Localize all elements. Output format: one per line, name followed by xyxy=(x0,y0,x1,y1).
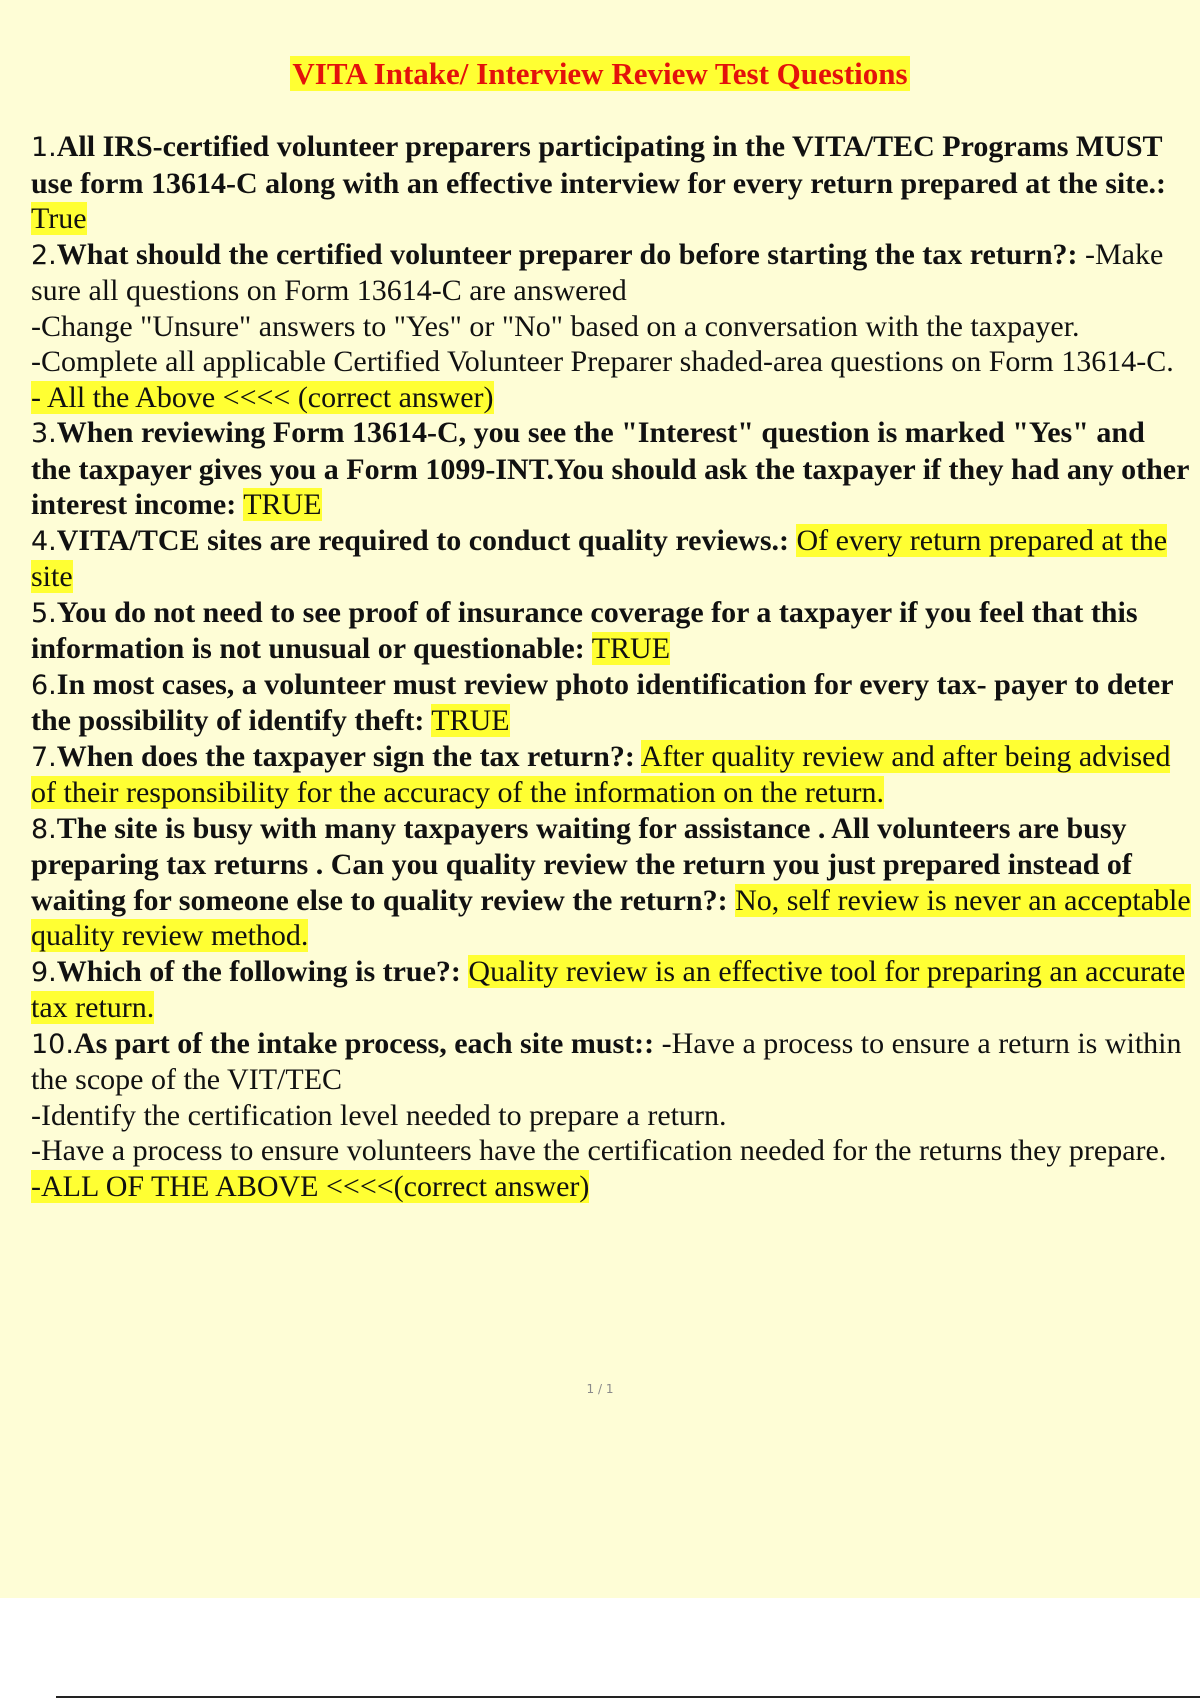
question-1 xyxy=(31,129,1191,237)
question-text: In most cases, a volunteer must review photo identification for every tax- payer to deter the possibility of identify theft: xyxy=(31,667,1173,737)
question-text: When does the taxpayer sign the tax return?: xyxy=(56,739,635,773)
answer-line: -Identify the certification level needed to prepare a return. xyxy=(31,1098,727,1132)
question-number: 6. xyxy=(31,669,57,701)
question-number: 1. xyxy=(31,132,57,163)
question-text: Which of the following is true?: xyxy=(56,954,461,988)
question-3 xyxy=(31,415,1191,523)
page-number: 1 / 1 xyxy=(586,1382,614,1396)
question-text: When reviewing Form 13614-C, you see the "Interest" question is marked "Yes" and the taxpayer gives you a Form 1099-INT.You should ask the taxpayer if they had any other interest income: xyxy=(31,416,1189,521)
question-2 xyxy=(31,237,1191,416)
question-number: 3. xyxy=(31,418,57,449)
question-9 xyxy=(31,954,1191,1026)
answer-text: - All the Above <<<< (correct answer) xyxy=(31,380,494,414)
answer-text: Quality review is an effective tool for preparing an accurate tax return. xyxy=(31,954,1186,1024)
answer-text: TRUE xyxy=(591,632,671,665)
answer-text: True xyxy=(31,202,87,235)
document-title xyxy=(0,54,1200,94)
question-6 xyxy=(31,667,1191,739)
question-text: You do not need to see proof of insurance coverage for a taxpayer if you feel that this information is not unusual or questionable: xyxy=(31,595,1138,665)
answer-line: -Change "Unsure" answers to "Yes" or "No" based on a conversation with the taxpayer. xyxy=(31,309,1080,343)
answer-line: -Have a process to ensure volunteers have the certification needed for the returns they prepare. xyxy=(31,1134,1167,1167)
question-text: What should the certified volunteer preparer do before starting the tax return?: xyxy=(56,237,1078,271)
answer-text: -ALL OF THE ABOVE <<<<(correct answer) xyxy=(31,1169,590,1203)
question-text: All IRS-certified volunteer preparers participating in the VITA/TEC Programs MUST use form 13614-C along with an effective interview for every return prepared at the site.: xyxy=(31,130,1167,200)
question-number: 10. xyxy=(31,1028,74,1060)
answer-text: TRUE xyxy=(243,488,322,521)
answer-text: TRUE xyxy=(431,704,510,737)
question-number: 5. xyxy=(31,597,57,629)
answer-text: No, self review is never an acceptable quality review method. xyxy=(31,883,1191,952)
question-7 xyxy=(31,739,1191,811)
question-number: 8. xyxy=(31,813,57,845)
answer-text: After quality review and after being advised of their responsibility for the accuracy of the information on the return. xyxy=(31,739,1171,809)
question-number: 9. xyxy=(31,956,57,988)
question-number: 2. xyxy=(31,239,57,271)
question-4 xyxy=(31,523,1191,595)
question-number: 7. xyxy=(31,741,57,773)
answer-line: -Have a process to ensure a return is within the scope of the VIT/TEC xyxy=(31,1026,1182,1096)
question-text: As part of the intake process, each site must:: xyxy=(73,1026,655,1060)
answer-line: -Make sure all questions on Form 13614-C are answered xyxy=(31,237,1164,307)
title-text: VITA Intake/ Interview Review Test Questions xyxy=(292,56,908,91)
question-10 xyxy=(31,1026,1191,1205)
question-8 xyxy=(31,811,1191,954)
question-text: VITA/TCE sites are required to conduct quality reviews.: xyxy=(56,523,789,557)
bottom-divider xyxy=(56,1696,1200,1698)
answer-line: -Complete all applicable Certified Volunteer Preparer shaded-area questions on Form 13614-C. xyxy=(31,345,1174,378)
question-number: 4. xyxy=(31,525,57,557)
question-text: The site is busy with many taxpayers waiting for assistance . All volunteers are busy preparing tax returns . Can you quality review the return you just prepared instead of waiting for someone else to quality review the return?: xyxy=(31,811,1132,917)
answer-text: Of every return prepared at the site xyxy=(31,523,1168,593)
question-5 xyxy=(31,595,1191,667)
question-list xyxy=(31,129,1191,1204)
